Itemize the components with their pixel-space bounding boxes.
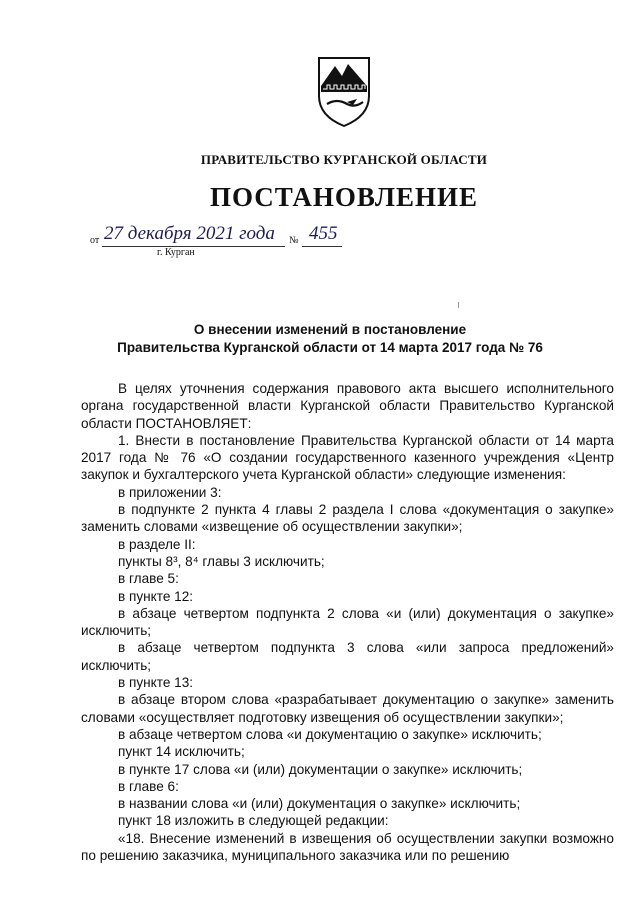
body-paragraph: пункты 8³, 8⁴ главы 3 исключить; [118,553,325,569]
document-kind-title: ПОСТАНОВЛЕНИЕ [209,182,479,212]
government-title: ПРАВИТЕЛЬСТВО КУРГАНСКОЙ ОБЛАСТИ [200,152,488,167]
body-paragraph: в главе 6: [118,778,179,794]
document-body [81,380,614,864]
body-paragraph: «18. Внесение изменений в извещения об осуществлении закупки возможно по решению заказчика, муниципального заказчика или по решению [81,830,614,864]
body-paragraph: в приложении 3: [118,484,222,500]
margin-tick [458,302,459,308]
coat-of-arms-emblem [313,52,375,130]
body-paragraph: в разделе II: [118,536,196,552]
number-label: № [289,235,299,246]
body-paragraph: в подпункте 2 пункта 4 главы 2 раздела I слова «документация о закупке» заменить словами «извещение об осуществлении закупки»; [81,502,614,535]
date-from-label: от [90,235,100,246]
subject-line-1: О внесении изменений в постановление [193,322,467,337]
body-paragraph: В целях уточнения содержания правового акта высшего исполнительного органа государственной власти Курганской области Правительство Курганской области ПОСТАНОВЛЯЕТ: [81,381,614,431]
handwritten-date: 27 декабря 2021 года [104,223,275,244]
body-paragraph: пункт 14 исключить; [118,744,245,760]
body-paragraph: в пункте 17 слова «и (или) документации о закупке» исключить; [118,761,523,777]
body-paragraph: в абзаце втором слова «разрабатывает документацию о закупке» заменить словами «осуществляет подготовку извещения об осуществлении закупки»; [81,692,614,725]
city-label: г. Курган [157,247,195,258]
body-paragraph: в главе 5: [118,571,179,587]
handwritten-number: 455 [309,223,338,244]
document-subject [60,321,600,357]
body-paragraph: в пункте 13: [118,675,194,691]
subject-line-2: Правительства Курганской области от 14 марта 2017 года № 76 [117,340,543,355]
body-paragraph: в названии слова «и (или) документация о закупке» исключить; [118,796,521,812]
body-paragraph: пункт 18 изложить в следующей редакции: [118,813,389,829]
body-paragraph: в абзаце четвертом слова «и документацию о закупке» исключить; [118,726,542,742]
body-paragraph: 1. Внести в постановление Правительства Курганской области от 14 марта 2017 года № 76 «О создании государственного казенного учреждения «Центр закупок и бухгалтерского учета Курганской области» следующие изменения: [81,432,614,483]
number-underline [302,246,342,247]
body-paragraph: в абзаце четвертом подпункта 2 слова «и (или) документация о закупке» исключить; [81,605,614,639]
body-paragraph: в пункте 12: [118,588,194,604]
document-meta [90,222,390,262]
body-paragraph: в абзаце четвертом подпункта 3 слова «или запроса предложений» исключить; [81,640,614,673]
